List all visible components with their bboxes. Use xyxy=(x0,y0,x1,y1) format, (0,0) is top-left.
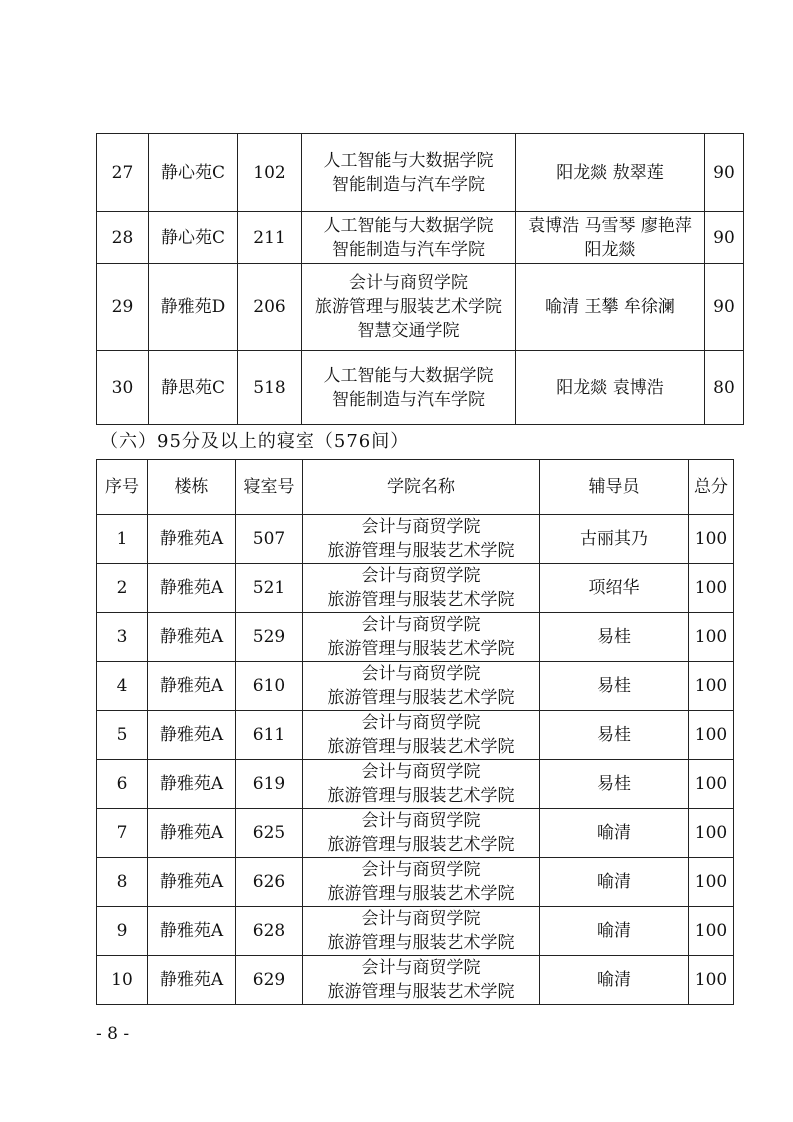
college-line: 会计与商贸学院 xyxy=(361,762,481,782)
table-row xyxy=(97,858,734,907)
college-line: 会计与商贸学院 xyxy=(361,860,481,880)
college-line: 旅游管理与服装艺术学院 xyxy=(327,786,515,806)
cell-building: 静雅苑A xyxy=(148,907,236,956)
college-line: 旅游管理与服装艺术学院 xyxy=(327,688,515,708)
cell-college xyxy=(302,134,516,212)
cell-college xyxy=(302,351,516,425)
cell-building: 静雅苑A xyxy=(148,858,236,907)
cell-score: 100 xyxy=(689,711,734,760)
college-line: 智慧交通学院 xyxy=(357,321,460,341)
cell-room: 529 xyxy=(236,613,303,662)
cell-room: 206 xyxy=(238,264,302,351)
cell-room: 211 xyxy=(238,212,302,264)
cell-no: 4 xyxy=(97,662,148,711)
cell-college xyxy=(303,613,540,662)
cell-counselor xyxy=(516,134,705,212)
table-row xyxy=(97,264,744,351)
cell-no: 3 xyxy=(97,613,148,662)
cell-building: 静心苑C xyxy=(149,212,238,264)
cell-room: 629 xyxy=(236,956,303,1005)
cell-counselor: 易桂 xyxy=(540,711,689,760)
cell-room: 521 xyxy=(236,564,303,613)
cell-building: 静雅苑A xyxy=(148,760,236,809)
cell-counselor xyxy=(516,264,705,351)
counselor-line: 阳龙燚 敖翠莲 xyxy=(556,162,664,183)
table-row xyxy=(97,613,734,662)
cell-room: 626 xyxy=(236,858,303,907)
cell-counselor: 喻清 xyxy=(540,907,689,956)
section-heading: （六）95分及以上的寝室（576间） xyxy=(100,431,410,452)
cell-score: 100 xyxy=(689,907,734,956)
cell-no: 10 xyxy=(97,956,148,1005)
dorm-score-table-continued xyxy=(96,133,744,425)
cell-no: 5 xyxy=(97,711,148,760)
table-row xyxy=(97,564,734,613)
cell-building: 静雅苑A xyxy=(148,956,236,1005)
table-row xyxy=(97,760,734,809)
table-header-row xyxy=(97,460,734,515)
cell-college xyxy=(303,760,540,809)
page-number: - 8 - xyxy=(96,1024,130,1044)
table-row xyxy=(97,134,744,212)
cell-building: 静雅苑A xyxy=(148,809,236,858)
cell-college xyxy=(303,564,540,613)
college-line: 旅游管理与服装艺术学院 xyxy=(327,982,515,1002)
cell-room: 611 xyxy=(236,711,303,760)
cell-room: 625 xyxy=(236,809,303,858)
table-row xyxy=(97,662,734,711)
cell-college xyxy=(302,264,516,351)
table-row xyxy=(97,711,734,760)
cell-building: 静雅苑A xyxy=(148,564,236,613)
cell-building: 静雅苑A xyxy=(148,662,236,711)
cell-no: 7 xyxy=(97,809,148,858)
cell-score: 100 xyxy=(689,809,734,858)
cell-score: 90 xyxy=(705,212,744,264)
college-line: 智能制造与汽车学院 xyxy=(332,389,485,410)
college-line: 人工智能与大数据学院 xyxy=(323,365,494,386)
table-row xyxy=(97,809,734,858)
college-line: 旅游管理与服装艺术学院 xyxy=(327,541,515,561)
college-line: 智能制造与汽车学院 xyxy=(332,174,485,195)
cell-building: 静雅苑A xyxy=(148,711,236,760)
cell-counselor: 喻清 xyxy=(540,858,689,907)
college-line: 会计与商贸学院 xyxy=(361,517,481,537)
college-line: 人工智能与大数据学院 xyxy=(323,150,494,171)
table-row xyxy=(97,956,734,1005)
header-counselor: 辅导员 xyxy=(540,460,689,515)
cell-no: 28 xyxy=(97,212,149,264)
cell-no: 1 xyxy=(97,515,148,564)
college-line: 会计与商贸学院 xyxy=(361,909,481,929)
header-room: 寝室号 xyxy=(236,460,303,515)
cell-college xyxy=(303,907,540,956)
table-row xyxy=(97,515,734,564)
cell-score: 100 xyxy=(689,515,734,564)
header-college: 学院名称 xyxy=(303,460,540,515)
header-building: 楼栋 xyxy=(148,460,236,515)
cell-no: 9 xyxy=(97,907,148,956)
college-line: 旅游管理与服装艺术学院 xyxy=(327,737,515,757)
cell-college xyxy=(303,956,540,1005)
college-line: 会计与商贸学院 xyxy=(361,811,481,831)
college-line: 旅游管理与服装艺术学院 xyxy=(315,297,502,317)
cell-score: 80 xyxy=(705,351,744,425)
counselor-line: 阳龙燚 袁博浩 xyxy=(556,377,664,398)
college-line: 智能制造与汽车学院 xyxy=(332,239,485,260)
cell-score: 90 xyxy=(705,134,744,212)
counselor-line: 喻清 王攀 牟徐澜 xyxy=(545,297,675,317)
college-line: 旅游管理与服装艺术学院 xyxy=(327,933,515,953)
college-line: 旅游管理与服装艺术学院 xyxy=(327,835,515,855)
college-line: 会计与商贸学院 xyxy=(361,615,481,635)
cell-counselor: 易桂 xyxy=(540,662,689,711)
cell-score: 100 xyxy=(689,564,734,613)
table-row xyxy=(97,212,744,264)
cell-score: 100 xyxy=(689,613,734,662)
cell-no: 30 xyxy=(97,351,149,425)
cell-college xyxy=(303,711,540,760)
cell-counselor: 易桂 xyxy=(540,760,689,809)
cell-counselor xyxy=(516,351,705,425)
cell-college xyxy=(303,858,540,907)
header-no: 序号 xyxy=(97,460,148,515)
college-line: 会计与商贸学院 xyxy=(361,713,481,733)
college-line: 会计与商贸学院 xyxy=(361,664,481,684)
cell-counselor xyxy=(516,212,705,264)
cell-room: 102 xyxy=(238,134,302,212)
cell-college xyxy=(303,809,540,858)
cell-room: 610 xyxy=(236,662,303,711)
college-line: 人工智能与大数据学院 xyxy=(323,215,494,236)
college-line: 旅游管理与服装艺术学院 xyxy=(327,884,515,904)
cell-college xyxy=(303,515,540,564)
cell-building: 静思苑C xyxy=(149,351,238,425)
cell-building: 静心苑C xyxy=(149,134,238,212)
dorm-score-table xyxy=(96,459,734,1005)
cell-no: 27 xyxy=(97,134,149,212)
college-line: 会计与商贸学院 xyxy=(361,958,481,978)
cell-room: 628 xyxy=(236,907,303,956)
cell-counselor: 项绍华 xyxy=(540,564,689,613)
cell-no: 29 xyxy=(97,264,149,351)
cell-building: 静雅苑A xyxy=(148,515,236,564)
cell-no: 6 xyxy=(97,760,148,809)
cell-score: 100 xyxy=(689,662,734,711)
cell-no: 8 xyxy=(97,858,148,907)
cell-building: 静雅苑D xyxy=(149,264,238,351)
cell-score: 100 xyxy=(689,956,734,1005)
cell-room: 518 xyxy=(238,351,302,425)
cell-counselor: 易桂 xyxy=(540,613,689,662)
cell-counselor: 古丽其乃 xyxy=(540,515,689,564)
college-line: 会计与商贸学院 xyxy=(361,566,481,586)
college-line: 会计与商贸学院 xyxy=(349,273,468,293)
table-row xyxy=(97,907,734,956)
cell-counselor: 喻清 xyxy=(540,809,689,858)
cell-score: 100 xyxy=(689,858,734,907)
counselor-line: 袁博浩 马雪琴 廖艳萍 xyxy=(528,215,692,236)
cell-room: 619 xyxy=(236,760,303,809)
cell-counselor: 喻清 xyxy=(540,956,689,1005)
cell-no: 2 xyxy=(97,564,148,613)
college-line: 旅游管理与服装艺术学院 xyxy=(327,590,515,610)
cell-college xyxy=(302,212,516,264)
cell-college xyxy=(303,662,540,711)
cell-score: 90 xyxy=(705,264,744,351)
cell-room: 507 xyxy=(236,515,303,564)
counselor-line: 阳龙燚 xyxy=(584,239,636,260)
table-row xyxy=(97,351,744,425)
header-score: 总分 xyxy=(689,460,734,515)
college-line: 旅游管理与服装艺术学院 xyxy=(327,639,515,659)
cell-score: 100 xyxy=(689,760,734,809)
cell-building: 静雅苑A xyxy=(148,613,236,662)
